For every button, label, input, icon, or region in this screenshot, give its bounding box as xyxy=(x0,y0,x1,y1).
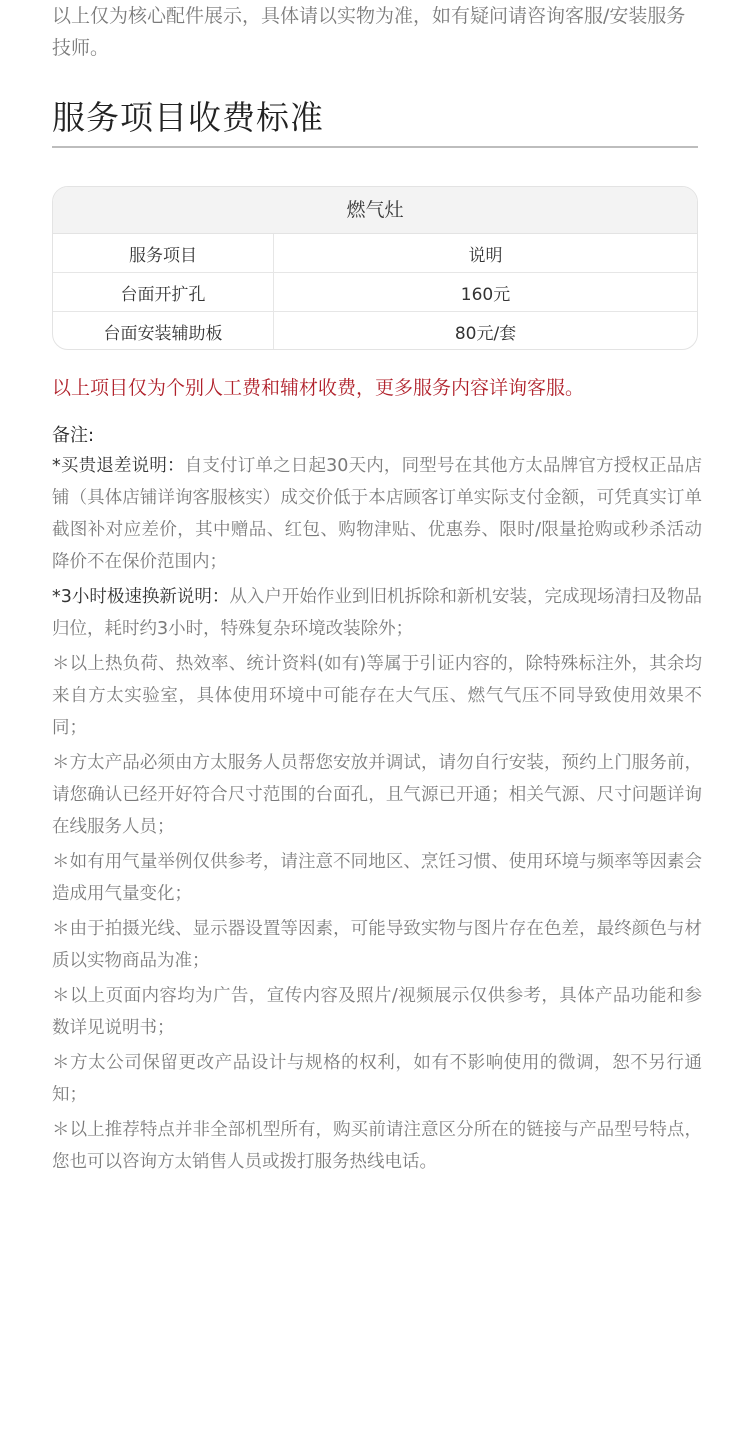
remark-label: *3小时极速换新说明： xyxy=(52,587,230,607)
remarks-list xyxy=(52,450,702,1181)
row-item-cell: 台面开扩孔 xyxy=(53,273,274,311)
remark-heat-load xyxy=(52,648,702,744)
remark-design-rights xyxy=(52,1047,702,1111)
remark-text: ＊由于拍摄光线、显示器设置等因素，可能导致实物与图片存在色差，最终颜色与材质以实物商品为准； xyxy=(52,919,702,971)
remark-label: *买贵退差说明： xyxy=(52,456,185,476)
remark-text: ＊方太公司保留更改产品设计与规格的权利，如有不影响使用的微调，恕不另行通知； xyxy=(52,1053,702,1105)
remark-text: ＊如有用气量举例仅供参考，请注意不同地区、烹饪习惯、使用环境与频率等因素会造成用气量变化； xyxy=(52,852,702,904)
remarks-heading: 备注: xyxy=(52,425,95,446)
remark-text: 自支付订单之日起30天内，同型号在其他方太品牌官方授权正品店铺（具体店铺详询客服核实）成交价低于本店顾客订单实际支付金额，可凭真实订单截图补对应差价，其中赠品、红包、购物津贴、优惠券、限时/限量抢购或秒杀活动降价不在保价范围内； xyxy=(52,456,702,572)
remark-text: ＊方太产品必须由方太服务人员帮您安放并调试，请勿自行安装，预约上门服务前，请您确认已经开好符合尺寸范围的台面孔，且气源已开通；相关气源、尺寸问题详询在线服务人员； xyxy=(52,753,702,837)
remark-text: 从入户开始作业到旧机拆除和新机安装，完成现场清扫及物品归位，耗时约3小时，特殊复杂环境改装除外； xyxy=(52,587,702,639)
row-desc-cell: 160元 xyxy=(460,284,511,305)
intro-text: 以上仅为核心配件展示，具体请以实物为准，如有疑问请咨询客服/安装服务技师。 xyxy=(52,5,686,59)
remark-advertising xyxy=(52,980,702,1044)
remark-price-protection xyxy=(52,450,702,578)
remark-installation xyxy=(52,747,702,843)
section-title: 服务项目收费标准 xyxy=(52,98,324,137)
row-item-cell: 台面安装辅助板 xyxy=(53,312,274,350)
row-desc-cell: 80元/套 xyxy=(454,323,517,344)
column-header-item: 服务项目 xyxy=(53,234,274,272)
table-row xyxy=(53,312,697,350)
fee-notice: 以上项目仅为个别人工费和辅材收费，更多服务内容详询客服。 xyxy=(52,377,585,399)
table-header-row xyxy=(53,234,697,273)
column-header-desc: 说明 xyxy=(468,245,503,266)
remark-text: ＊以上页面内容均为广告，宣传内容及照片/视频展示仅供参考，具体产品功能和参数详见说明书； xyxy=(52,986,702,1038)
fee-table xyxy=(52,186,698,350)
remark-text: ＊以上推荐特点并非全部机型所有，购买前请注意区分所在的链接与产品型号特点，您也可以咨询方太销售人员或拨打服务热线电话。 xyxy=(52,1120,702,1172)
table-row xyxy=(53,273,697,312)
remark-model-features xyxy=(52,1114,702,1178)
fee-table-title: 燃气灶 xyxy=(53,187,697,234)
remark-text: ＊以上热负荷、热效率、统计资料(如有)等属于引证内容的，除特殊标注外，其余均来自方太实验室，具体使用环境中可能存在大气压、燃气气压不同导致使用效果不同； xyxy=(52,654,702,738)
remark-fast-replacement xyxy=(52,581,702,645)
remark-color-difference xyxy=(52,913,702,977)
remark-gas-usage xyxy=(52,846,702,910)
title-divider xyxy=(52,146,698,148)
